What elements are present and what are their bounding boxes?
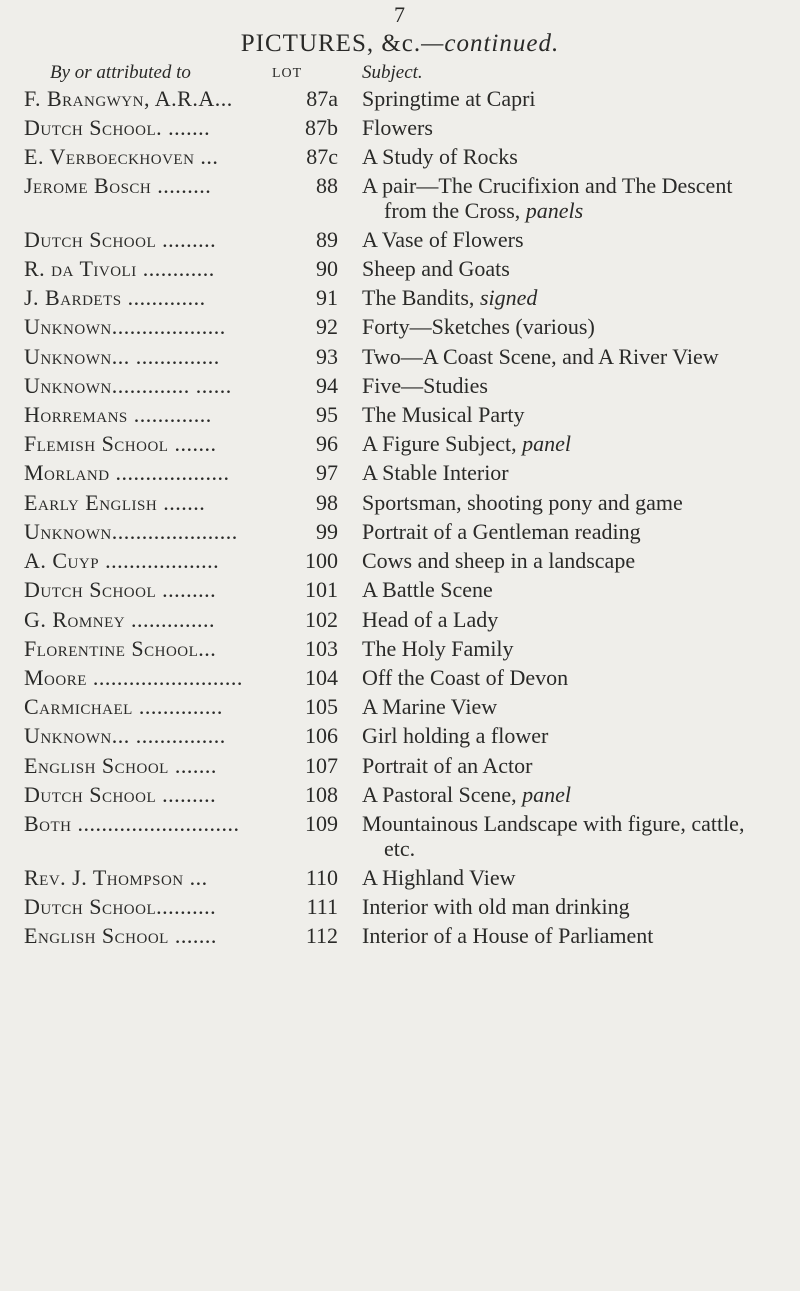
subject-text: Sheep and Goats xyxy=(362,256,510,281)
artist-name: Unknown... ............... xyxy=(24,723,226,748)
subject-text: Two—A Coast Scene, and A River View xyxy=(362,344,719,369)
subject-text: Mountainous Landscape with figure, cattle, etc. xyxy=(362,811,782,861)
artist-name: Dutch School. ....... xyxy=(24,115,211,140)
lot-number: 99 xyxy=(316,519,338,544)
lot-number: 87a xyxy=(306,86,338,111)
artist-name: J. Bardets ............. xyxy=(24,285,206,310)
subject-text: The Holy Family xyxy=(362,636,514,661)
lot-number: 93 xyxy=(316,344,338,369)
artist-name: Morland ................... xyxy=(24,460,230,485)
artist-name: Unknown................... xyxy=(24,314,226,339)
artist-name: Early English ....... xyxy=(24,490,206,515)
title-continued: —continued. xyxy=(421,30,560,57)
lot-number: 101 xyxy=(305,577,338,602)
lot-number: 106 xyxy=(305,723,338,748)
artist-name: Unknown..................... xyxy=(24,519,238,544)
subject-text: Portrait of a Gentleman reading xyxy=(362,519,641,544)
lot-number: 100 xyxy=(305,548,338,573)
subject-text: A Battle Scene xyxy=(362,577,493,602)
subject-text: A Marine View xyxy=(362,694,498,719)
subject-text: Five—Studies xyxy=(362,373,488,398)
artist-name: Both ........................... xyxy=(24,811,240,836)
subject-text: A pair—The Crucifixion and The Descent from the Cross, panels xyxy=(362,173,782,223)
subject-text: Girl holding a flower xyxy=(362,723,549,748)
subject-text: Flowers xyxy=(362,115,433,140)
lot-number: 98 xyxy=(316,490,338,515)
artist-name: Unknown... .............. xyxy=(24,344,220,369)
lot-number: 105 xyxy=(305,694,338,719)
title-main: PICTURES, &c. xyxy=(240,30,422,57)
lot-number: 92 xyxy=(316,314,338,339)
header-lot: LOT xyxy=(272,66,303,81)
lot-number: 110 xyxy=(305,865,338,890)
artist-name: A. Cuyp ................... xyxy=(24,548,220,573)
lot-number: 89 xyxy=(316,227,338,252)
artist-name: English School ....... xyxy=(24,753,217,778)
subject-text: Springtime at Capri xyxy=(362,86,536,111)
subject-continuation: from the Cross, panels xyxy=(384,198,584,223)
subject-text: A Stable Interior xyxy=(362,460,509,485)
artist-name: Florentine School... xyxy=(24,636,217,661)
subject-text: The Bandits, signed xyxy=(362,285,538,310)
subject-continuation: etc. xyxy=(384,836,416,861)
artist-name: Jerome Bosch ......... xyxy=(24,173,212,198)
lot-number: 97 xyxy=(316,460,338,485)
lot-number: 102 xyxy=(305,607,338,632)
lot-number: 111 xyxy=(306,894,338,919)
lot-number: 109 xyxy=(305,811,338,836)
artist-name: Unknown............. ...... xyxy=(24,373,232,398)
artist-name: Horremans ............. xyxy=(24,402,212,427)
subject-text: A Highland View xyxy=(362,865,516,890)
artist-name: Dutch School ......... xyxy=(24,577,217,602)
subject-text: A Study of Rocks xyxy=(362,144,518,169)
artist-name: R. da Tivoli ............ xyxy=(24,256,215,281)
lot-number: 91 xyxy=(316,285,338,310)
subject-text: Interior of a House of Parliament xyxy=(362,923,654,948)
subject-text: A Figure Subject, panel xyxy=(362,431,571,456)
subject-text: Interior with old man drinking xyxy=(362,894,630,919)
lot-number: 103 xyxy=(305,636,338,661)
subject-text: Cows and sheep in a landscape xyxy=(362,548,636,573)
lot-number: 104 xyxy=(305,665,338,690)
artist-name: F. Brangwyn, A.R.A... xyxy=(24,86,233,111)
artist-name: English School ....... xyxy=(24,923,217,948)
artist-name: Dutch School.......... xyxy=(24,894,217,919)
artist-name: Moore ......................... xyxy=(24,665,243,690)
subject-text: A Pastoral Scene, panel xyxy=(362,782,571,807)
header-by: By or attributed to xyxy=(50,62,191,83)
lot-number: 87c xyxy=(306,144,338,169)
page-number: 7 xyxy=(394,2,405,27)
subject-text: Head of a Lady xyxy=(362,607,499,632)
page-title xyxy=(0,30,800,58)
lot-number: 108 xyxy=(305,782,338,807)
subject-text: Forty—Sketches (various) xyxy=(362,314,595,339)
artist-name: Flemish School ....... xyxy=(24,431,217,456)
subject-text: Off the Coast of Devon xyxy=(362,665,569,690)
lot-number: 112 xyxy=(305,923,338,948)
artist-name: E. Verboeckhoven ... xyxy=(24,144,219,169)
artist-name: G. Romney .............. xyxy=(24,607,216,632)
lot-number: 90 xyxy=(316,256,338,281)
lot-number: 87b xyxy=(305,115,338,140)
subject-text: A Vase of Flowers xyxy=(362,227,524,252)
artist-name: Rev. J. Thompson ... xyxy=(24,865,208,890)
lot-number: 95 xyxy=(316,402,338,427)
artist-name: Dutch School ......... xyxy=(24,782,217,807)
lot-number: 107 xyxy=(305,753,338,778)
subject-text: Portrait of an Actor xyxy=(362,753,533,778)
lot-number: 94 xyxy=(316,373,338,398)
artist-name: Dutch School ......... xyxy=(24,227,217,252)
artist-name: Carmichael .............. xyxy=(24,694,223,719)
lot-number: 88 xyxy=(316,173,338,198)
lot-number: 96 xyxy=(316,431,338,456)
subject-text: The Musical Party xyxy=(362,402,525,427)
subject-text: Sportsman, shooting pony and game xyxy=(362,490,683,515)
header-subject: Subject. xyxy=(362,62,423,83)
